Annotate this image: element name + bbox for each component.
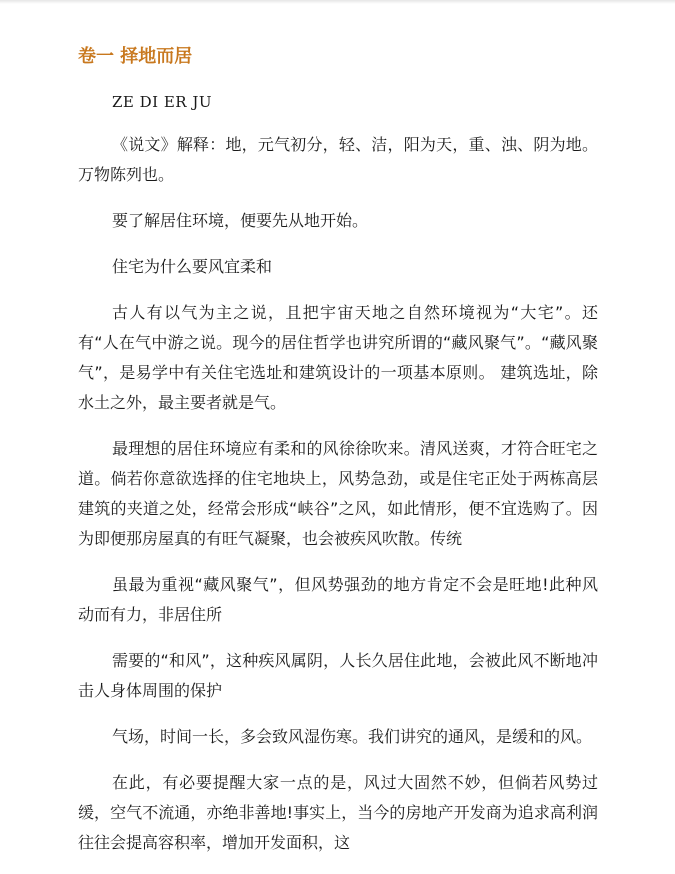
document-page [78,44,598,874]
paragraph-qi: 古人有以气为主之说，且把宇宙天地之自然环境视为“大宅”。还有“人在气中游之说。现今的居住哲学也讲究所谓的“藏风聚气”。“藏风聚气”，是易学中有关住宅选址和建筑设计的一项基本原则。 建筑选址，除水土之外，最主要者就是气。 [78,303,598,412]
paragraph-intro: 要了解居住环境，便要先从地开始。 [112,211,369,230]
paragraph-reminder: 在此，有必要提醒大家一点的是，风过大固然不妙，但倘若风势过缓，空气不流通，亦绝非善地!事实上，当今的房地产开发商为追求高利润往往会提高容积率，增加开发面积，这 [78,773,598,852]
page-top-edge [0,0,675,4]
paragraph-strong-wind: 虽最为重视“藏风聚气”，但风势强劲的地方肯定不会是旺地!此种风动而有力，非居住所 [78,575,598,624]
paragraph-shuowen: 《说文》解释：地，元气初分，轻、洁，阳为天，重、浊、阴为地。万物陈列也。 [78,135,598,184]
paragraph-ideal-wind: 最理想的居住环境应有柔和的风徐徐吹来。清风送爽，才符合旺宅之道。倘若你意欲选择的住宅地块上，风势急劲，或是住宅正处于两栋高层建筑的夹道之处，经常会形成“峡谷”之风，如此情形，便不宜选购了。因为即便那房屋真的有旺气凝聚，也会被疾风吹散。传统 [78,439,598,548]
paragraph-qi-field: 气场，时间一长，多会致风湿伤寒。我们讲究的通风，是缓和的风。 [112,727,593,746]
chapter-pinyin: ZE DI ER JU [112,93,213,111]
section-heading-wind: 住宅为什么要风宜柔和 [112,257,273,276]
paragraph-harmonious-wind: 需要的“和风”，这种疾风属阴，人长久居住此地，会被此风不断地冲击人身体周围的保护 [78,651,598,700]
chapter-title: 卷一 择地而居 [78,46,193,67]
